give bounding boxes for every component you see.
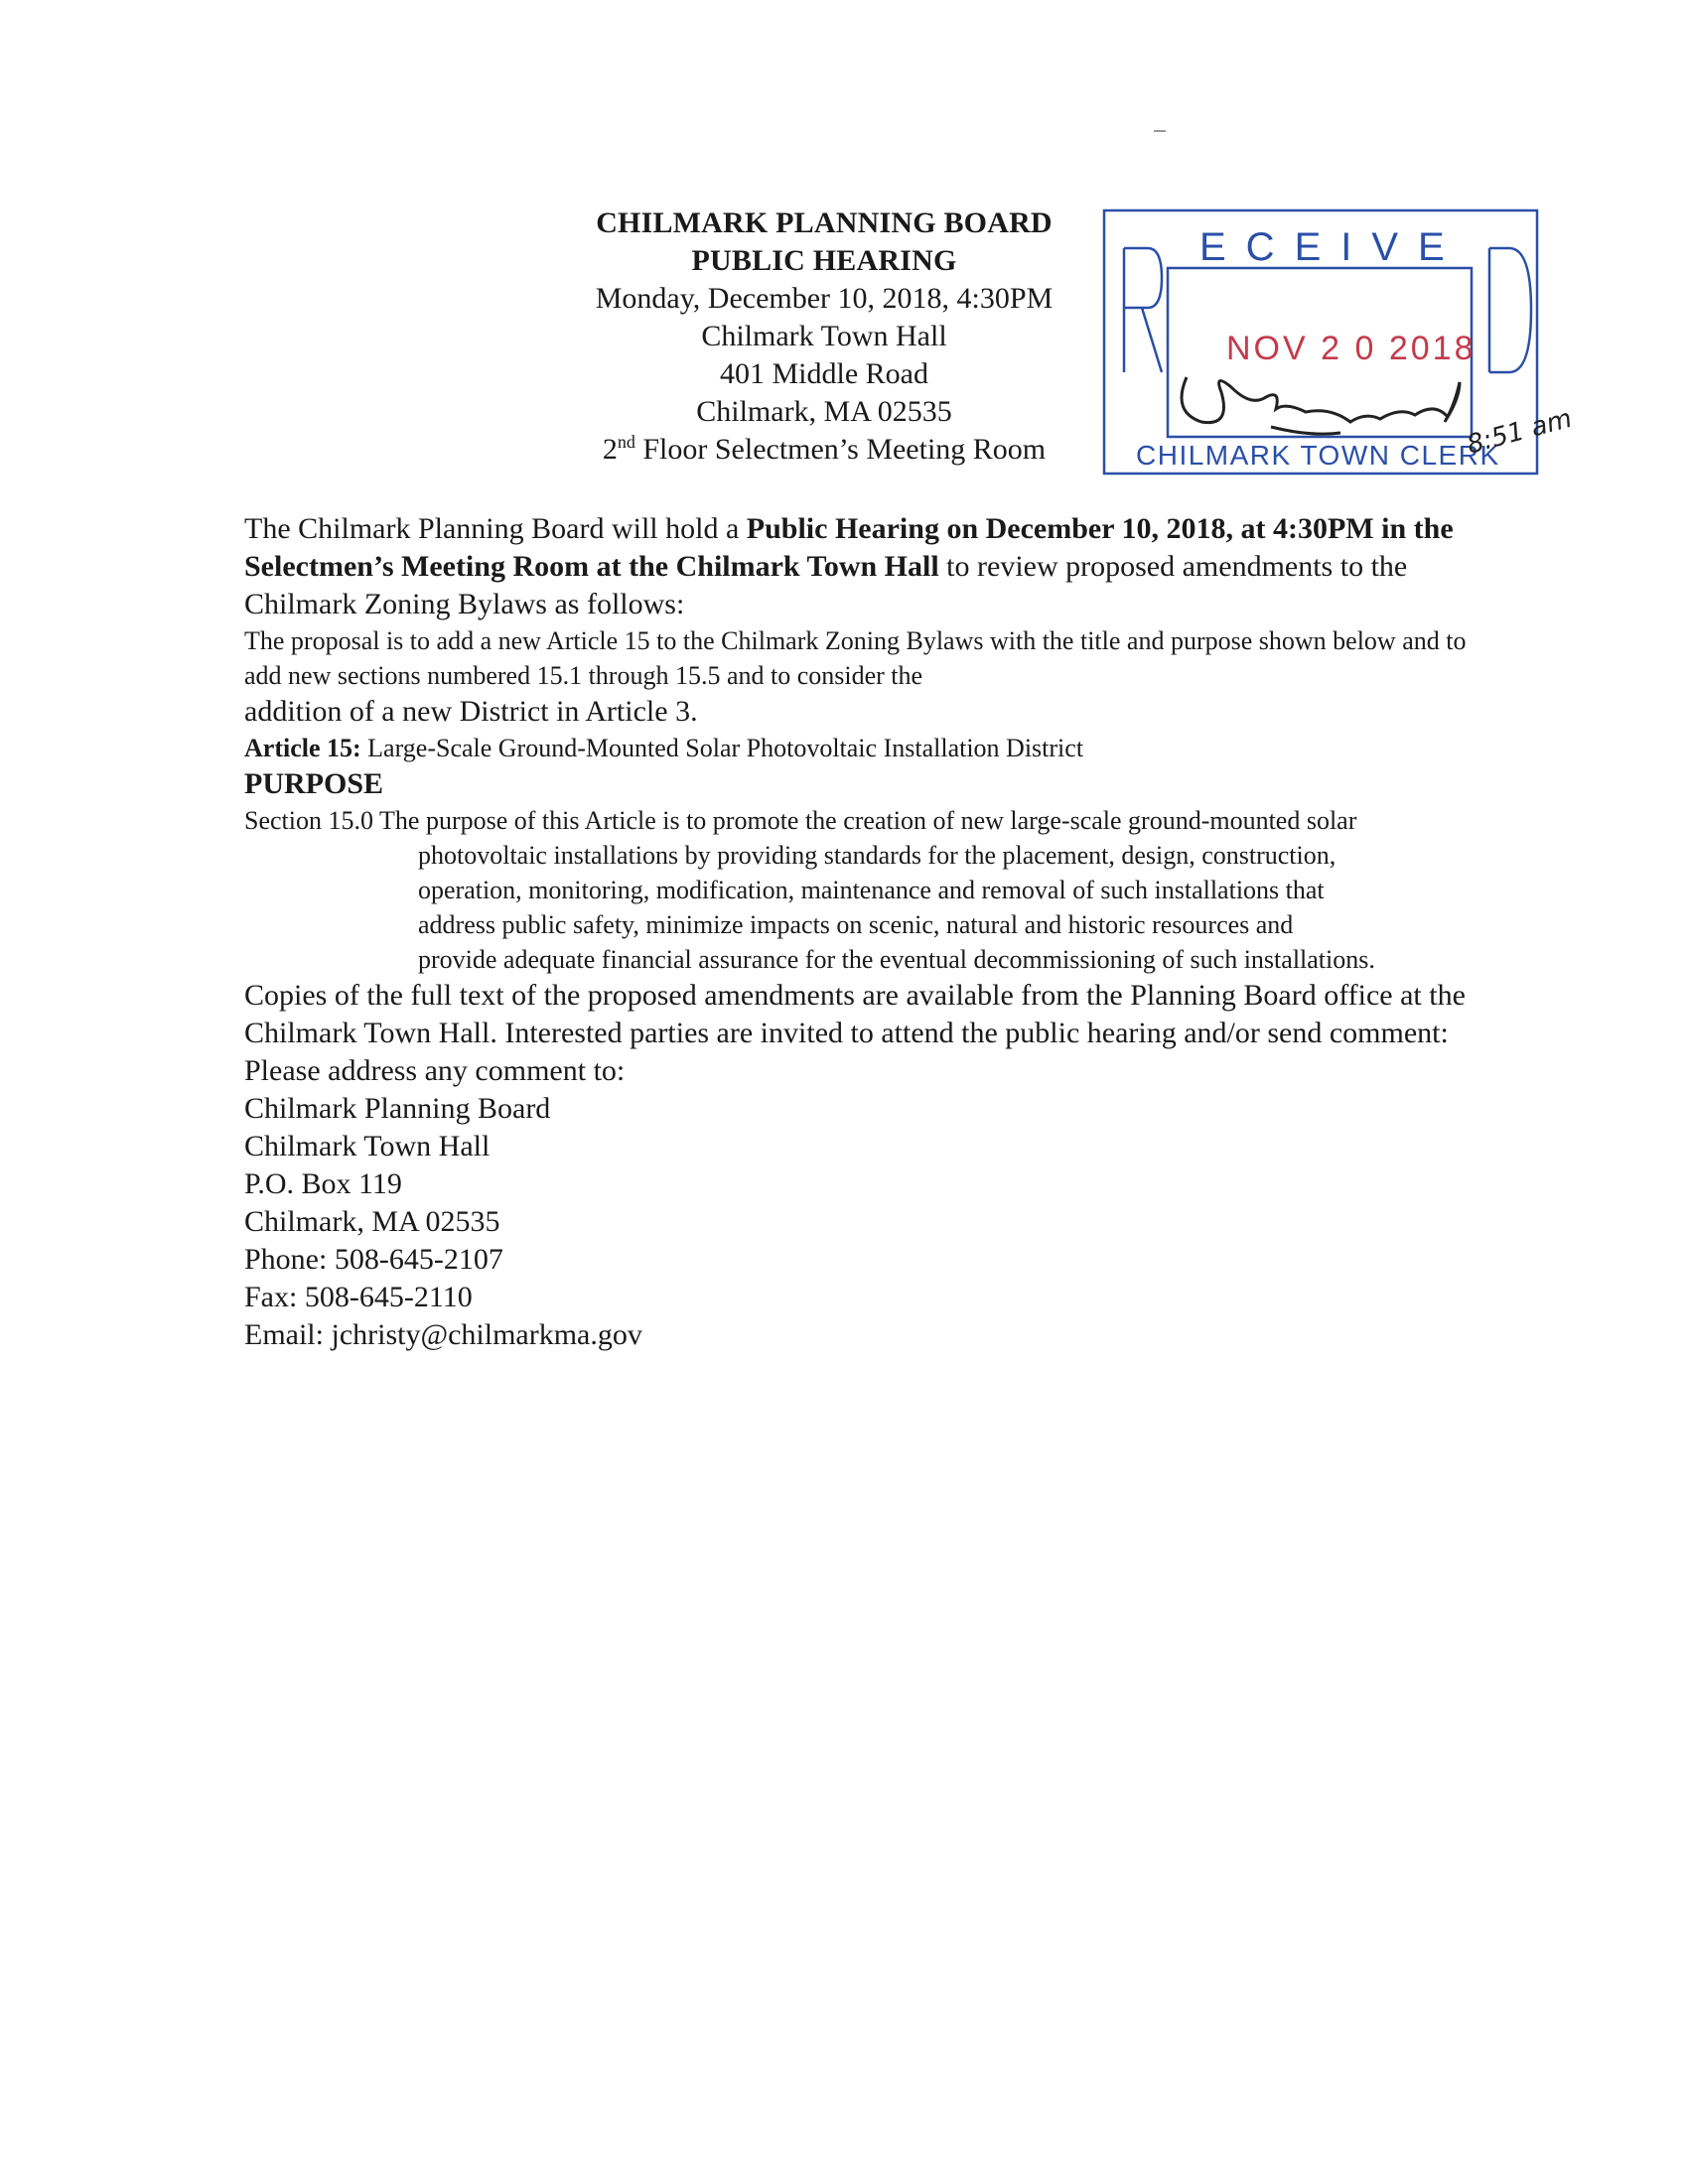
article-title: Article 15: Large-Scale Ground-Mounted Solar Photovoltaic Installation District	[244, 734, 1084, 762]
contact-fax: Fax: 508-645-2110	[244, 1281, 473, 1313]
section-text: The purpose of this Article is to promote the creation of new large-scale ground-mounted solar photovoltaic installations by providing standards for the placement, design, construction, operation, monitoring, modification, maintenance and removal of such installations that address public safety, minimize impacts on scenic, natural and historic resources and provide adequate financial assurance for the eventual decommissioning of such installations.	[379, 806, 1375, 974]
hearing-title: PUBLIC HEARING	[691, 244, 957, 277]
venue-city: Chilmark, MA 02535	[696, 395, 952, 428]
section-label: Section 15.0	[244, 806, 380, 835]
stamp-date: NOV 2 0 2018	[1226, 330, 1477, 367]
stamp-time-note: 8:51 am	[1464, 403, 1576, 461]
proposal-paragraph: The proposal is to add a new Article 15 to the Chilmark Zoning Bylaws with the title and purpose shown below and to add new sections numbered 15.1 through 15.5 and to consider the	[244, 626, 1467, 690]
stamp-received-word	[1199, 225, 1465, 269]
contact-pobox: P.O. Box 119	[244, 1167, 402, 1200]
contact-email: Email: jchristy@chilmarkma.gov	[244, 1318, 642, 1351]
notice-body	[244, 510, 1485, 1354]
received-stamp	[1102, 208, 1576, 481]
contact-building: Chilmark Town Hall	[244, 1130, 491, 1162]
contact-block	[244, 1090, 1485, 1354]
venue-room: 2nd Floor Selectmen’s Meeting Room	[602, 432, 1047, 466]
section-15-0	[244, 803, 1485, 977]
board-title: CHILMARK PLANNING BOARD	[596, 206, 1053, 239]
venue-street: 401 Middle Road	[720, 357, 928, 390]
clerk-signature	[1182, 377, 1460, 434]
contact-phone: Phone: 508-645-2107	[244, 1243, 503, 1276]
stamp-clerk: CHILMARK TOWN CLERK	[1136, 440, 1500, 471]
hearing-venue: Chilmark Town Hall	[701, 320, 947, 352]
proposal-paragraph-end: addition of a new District in Article 3.	[244, 695, 698, 728]
copies-paragraph: Copies of the full text of the proposed amendments are available from the Planning Board office at the Chilmark Town Hall. Interested parties are invited to attend the public hearing and/or send comment: Please address any comment to:	[244, 979, 1466, 1087]
svg-text:ECEIVE: ECEIVE	[1199, 225, 1465, 269]
purpose-heading: PURPOSE	[244, 767, 384, 800]
scan-speck	[1154, 130, 1166, 132]
hearing-date: Monday, December 10, 2018, 4:30PM	[595, 282, 1054, 315]
notice-header	[556, 205, 1092, 469]
intro-paragraph: The Chilmark Planning Board will hold a Public Hearing on December 10, 2018, at 4:30PM in the Selectmen’s Meeting Room at the Chilmark Town Hall to review proposed amendments to the Chilmark Zoning Bylaws as follows:	[244, 512, 1454, 620]
contact-city: Chilmark, MA 02535	[244, 1205, 500, 1238]
contact-name: Chilmark Planning Board	[244, 1092, 551, 1125]
